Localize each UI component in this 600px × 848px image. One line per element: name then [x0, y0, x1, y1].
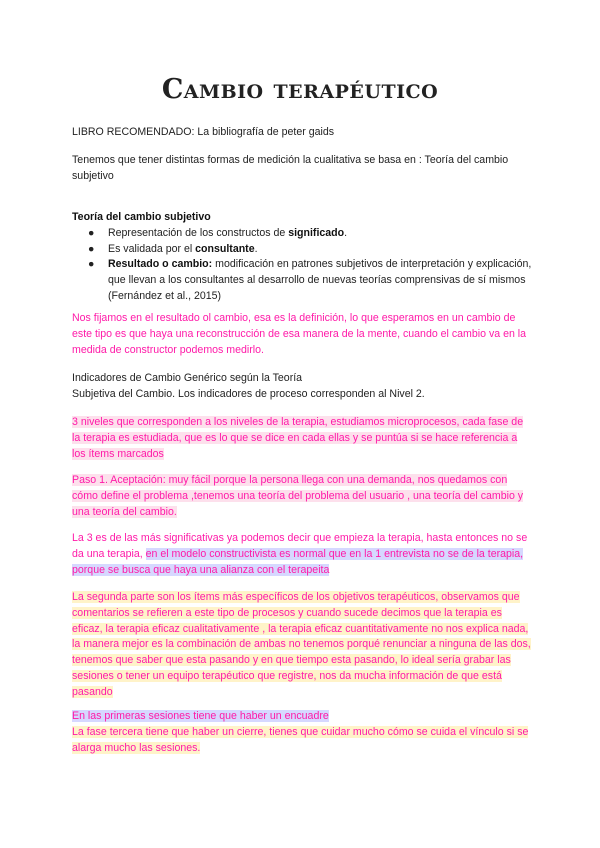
- sessions-paragraph: [72, 709, 532, 756]
- bullet-icon: ●: [88, 258, 95, 271]
- bullet-icon: ●: [88, 226, 95, 239]
- theory-item-2: ● Es validada por el consultante.: [72, 242, 532, 258]
- intro-paragraph: Tenemos que tener distintas formas de medición la cualitativa se basa en : Teoría del cambio subjetivo: [72, 154, 509, 182]
- theory-list: [72, 226, 532, 305]
- third-phase-line: La fase tercera tiene que haber un cierre, tienes que cuidar mucho cómo se cuida el vínculo si se alarga mucho las sesiones.: [72, 725, 529, 754]
- theory-heading: Teoría del cambio subjetivo: [72, 211, 211, 223]
- indicators-line-1: Indicadores de Cambio Genérico según la Teoría: [72, 372, 303, 384]
- indicators-paragraph: [72, 371, 532, 403]
- second-part-paragraph: La segunda parte son los ítems más específicos de los objetivos terapéuticos, observamos que comentarios se refieren a este tipo de procesos y cuando sucede decimos que la terapia es eficaz, la terapia eficaz cualitativamente , la terapia eficaz cuantitativamente no nos explica nada, la manera mejor es la combinación de ambas no tenemos porqué renunciar a ninguna de las dos, tenemos que saber que esta pasando y en que tiempo esta pasando, lo ideal sería grabar las sesiones o tener un equipo terapéutico que registre, nos da mucha información de que está pasando: [72, 591, 531, 698]
- bullet-icon: ●: [88, 242, 95, 255]
- significant-paragraph: La 3 es de las más significativas ya podemos decir que empieza la terapia, hasta entonces no se da una terapia, en el modelo constructivista es normal que en la 1 entrevista no se de la terapia, porque se busca que haya una alianza con el terapeita: [72, 532, 528, 576]
- indicators-line-2: Subjetiva del Cambio. Los indicadores de proceso corresponden al Nivel 2.: [72, 387, 425, 400]
- page-title: Cambio terapéutico: [161, 74, 439, 105]
- first-sessions-line: En las primeras sesiones tiene que haber un encuadre: [72, 710, 329, 722]
- levels-paragraph: 3 niveles que corresponden a los niveles de la terapia, estudiamos microprocesos, cada fase de la terapia es estudiada, que es lo que se dice en cada ellas y se puntúa si se hace referencia a los ítems marcados: [72, 416, 524, 460]
- note-definition: Nos fijamos en el resultado ol cambio, esa es la definición, lo que esperamos en un cambio de este tipo es que haya una reconstrucción de esa manera de la mente, cuando el cambio va en la medida de constructor podemos medirlo.: [72, 312, 527, 356]
- theory-item-1: ● Representación de los constructos de significado.: [72, 226, 532, 242]
- theory-section: [72, 210, 532, 305]
- step1-paragraph: Paso 1. Aceptación: muy fácil porque la persona llega con una demanda, nos quedamos con cómo define el problema ,tenemos una teoría del problema del usuario , una teoría del cambio y una teoría del cambio.: [72, 474, 524, 518]
- theory-item-3: ● Resultado o cambio: modificación en patrones subjetivos de interpretación y explicación, que llevan a los consultantes al desarrollo de nuevas teorías comprensivas de sí mismos (Fernández et al., 2015): [88, 258, 532, 302]
- recommended-book: LIBRO RECOMENDADO: La bibliografía de peter gaids: [72, 126, 335, 138]
